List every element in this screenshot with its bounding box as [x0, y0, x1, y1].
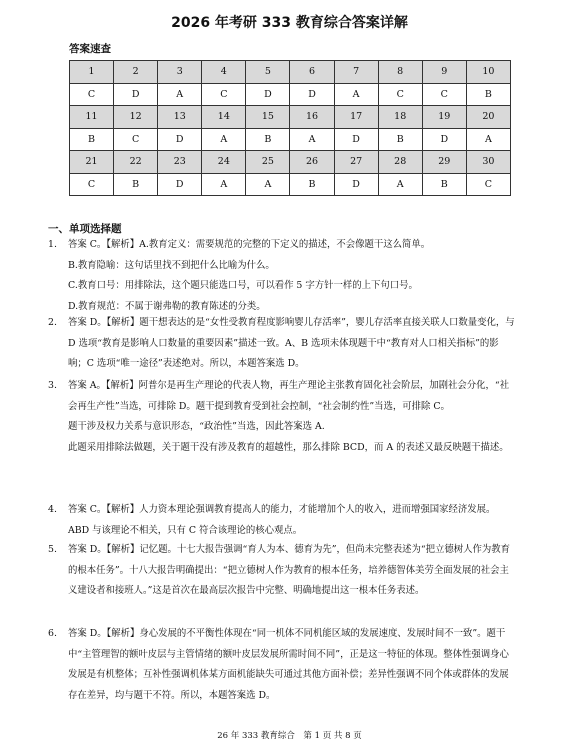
answer-cell: A — [246, 173, 290, 196]
answer-cell: D — [246, 83, 290, 106]
answer-cell: B — [70, 128, 114, 151]
question-number-cell: 11 — [70, 106, 114, 129]
answer-table-number-row — [70, 151, 511, 174]
question-number-cell: 16 — [290, 106, 334, 129]
answer-cell: C — [70, 83, 114, 106]
question-number: 2. — [48, 317, 57, 328]
question-number-cell: 6 — [290, 61, 334, 84]
question-number-cell: 25 — [246, 151, 290, 174]
question-number-cell: 21 — [70, 151, 114, 174]
explanation-paragraph: B.教育隐喻：这句话里找不到把什么比喻为什么。 — [68, 259, 275, 271]
answer-cell: D — [334, 128, 378, 151]
answer-cell: A — [158, 83, 202, 106]
question-item — [48, 313, 516, 375]
explanation-paragraph: D.教育规范：不属于谢弗勒的教育陈述的分类。 — [68, 300, 266, 312]
explanation-paragraph: 答案 A。【解析】阿普尔是再生产理论的代表人物，再生产理论主张教育固化社会阶层，加剧社会分化，“社会再生产性”当选，可排除 D。题干提到教育受到社会控制，“社会制约性”当选，可排除 C。 — [68, 380, 510, 412]
explanation-paragraph: C.教育口号：用排除法，这个题只能选口号，可以看作 5 字方针一样的上下句口号。 — [68, 280, 418, 291]
answer-cell: A — [290, 128, 334, 151]
question-number-cell: 20 — [466, 106, 510, 129]
answer-cell: D — [158, 128, 202, 151]
question-number: 1. — [48, 239, 57, 250]
answer-table-answer-row — [70, 128, 511, 151]
question-number: 4. — [48, 504, 57, 515]
answer-table — [69, 60, 511, 196]
question-number-cell: 22 — [114, 151, 158, 174]
answer-table-number-row — [70, 106, 511, 129]
question-number-cell: 13 — [158, 106, 202, 129]
answer-cell: D — [158, 173, 202, 196]
answer-cell: B — [378, 128, 422, 151]
answer-cell: C — [378, 83, 422, 106]
question-number-cell: 30 — [466, 151, 510, 174]
answer-cell: A — [202, 128, 246, 151]
question-explanation — [68, 313, 516, 375]
question-number-cell: 4 — [202, 61, 246, 84]
question-item — [48, 540, 516, 602]
question-number-cell: 9 — [422, 61, 466, 84]
question-number: 5. — [48, 544, 57, 555]
question-number-cell: 12 — [114, 106, 158, 129]
question-number-cell: 27 — [334, 151, 378, 174]
question-explanation — [68, 235, 516, 317]
question-number-cell: 2 — [114, 61, 158, 84]
explanation-paragraph: 题干涉及权力关系与意识形态，“政治性”当选，因此答案选 A. — [68, 421, 325, 432]
answer-cell: B — [466, 83, 510, 106]
explanation-paragraph: 此题采用排除法做题，关于题干没有涉及教育的超越性，那么排除 BCD，而 A 的表述又最反映题干描述。 — [68, 441, 509, 453]
question-number-cell: 24 — [202, 151, 246, 174]
question-number-cell: 5 — [246, 61, 290, 84]
section-title: 一、单项选择题 — [48, 223, 122, 235]
question-number-cell: 15 — [246, 106, 290, 129]
question-item — [48, 376, 516, 458]
question-number-cell: 29 — [422, 151, 466, 174]
question-number-cell: 28 — [378, 151, 422, 174]
answer-cell: D — [422, 128, 466, 151]
explanation-paragraph: 答案 C。【解析】人力资本理论强调教育提高人的能力，才能增加个人的收入，进而增强国家经济发展。ABD 与该理论不相关，只有 C 符合该理论的核心观点。 — [68, 504, 496, 536]
page-footer: 26 年 333 教育综合 第 1 页 共 8 页 — [217, 731, 362, 741]
answer-cell: A — [334, 83, 378, 106]
answer-cell: A — [466, 128, 510, 151]
question-number-cell: 8 — [378, 61, 422, 84]
question-number-cell: 10 — [466, 61, 510, 84]
question-explanation — [68, 624, 516, 706]
page-title: 2026 年考研 333 教育综合答案详解 — [171, 15, 408, 31]
answer-cell: A — [378, 173, 422, 196]
answer-cell: D — [114, 83, 158, 106]
explanation-paragraph: 答案 C。【解析】A.教育定义：需要规范的完整的下定义的描述，不会像题干这么简单。 — [68, 239, 431, 250]
answer-cell: B — [246, 128, 290, 151]
question-explanation — [68, 540, 516, 602]
quick-ref-label: 答案速查 — [69, 43, 111, 55]
answer-cell: B — [114, 173, 158, 196]
answer-table-answer-row — [70, 173, 511, 196]
question-number-cell: 19 — [422, 106, 466, 129]
question-explanation — [68, 500, 516, 541]
explanation-paragraph: 答案 D。【解析】身心发展的不平衡性体现在“同一机体不同机能区域的发展速度、发展时间不一致”。题干中“主管理智的额叶皮层与主管情绪的额叶皮层发展所需时间不同”，正是这一特征的体现。整体性强调身心发展是有机整体；互补性强调机体某方面机能缺失可通过其他方面补偿；差异性强调不同个体或群体的发展存在差异，均与题干不符。所以，本题答案选 D。 — [68, 628, 509, 701]
explanation-paragraph: 答案 D。【解析】记忆题。十七大报告强调“育人为本、德育为先”，但尚未完整表述为“把立德树人作为教育的根本任务”。十八大报告明确提出：“把立德树人作为教育的根本任务，培养德智体美劳全面发展的社会主义建设者和接班人。”这是首次在最高层次报告中完整、明确地提出这一根本任务表述。 — [68, 544, 511, 596]
answer-cell: C — [70, 173, 114, 196]
question-number-cell: 7 — [334, 61, 378, 84]
answer-cell: B — [290, 173, 334, 196]
question-number-cell: 26 — [290, 151, 334, 174]
question-item — [48, 500, 516, 541]
answer-cell: C — [422, 83, 466, 106]
answer-cell: C — [466, 173, 510, 196]
answer-cell: D — [290, 83, 334, 106]
answer-cell: C — [202, 83, 246, 106]
question-number-cell: 18 — [378, 106, 422, 129]
answer-table-answer-row — [70, 83, 511, 106]
question-number-cell: 17 — [334, 106, 378, 129]
question-number-cell: 1 — [70, 61, 114, 84]
question-item — [48, 235, 516, 317]
question-number: 6. — [48, 628, 57, 639]
answer-cell: B — [422, 173, 466, 196]
answer-cell: C — [114, 128, 158, 151]
question-explanation — [68, 376, 516, 458]
question-number-cell: 14 — [202, 106, 246, 129]
answer-cell: A — [202, 173, 246, 196]
question-number-cell: 23 — [158, 151, 202, 174]
question-number: 3. — [48, 380, 57, 391]
question-item — [48, 624, 516, 706]
question-number-cell: 3 — [158, 61, 202, 84]
answer-cell: D — [334, 173, 378, 196]
answer-table-number-row — [70, 61, 511, 84]
explanation-paragraph: 答案 D。【解析】题干想表达的是“女性受教育程度影响婴儿存活率”，婴儿存活率直接关联人口数量变化，与 D 选项“教育是影响人口数量的重要因素”描述一致。A、B 选项未体现题干中“教育对人口相关指标”的影响；C 选项“唯一途径”表述绝对。所以，本题答案选 D。 — [68, 317, 515, 369]
